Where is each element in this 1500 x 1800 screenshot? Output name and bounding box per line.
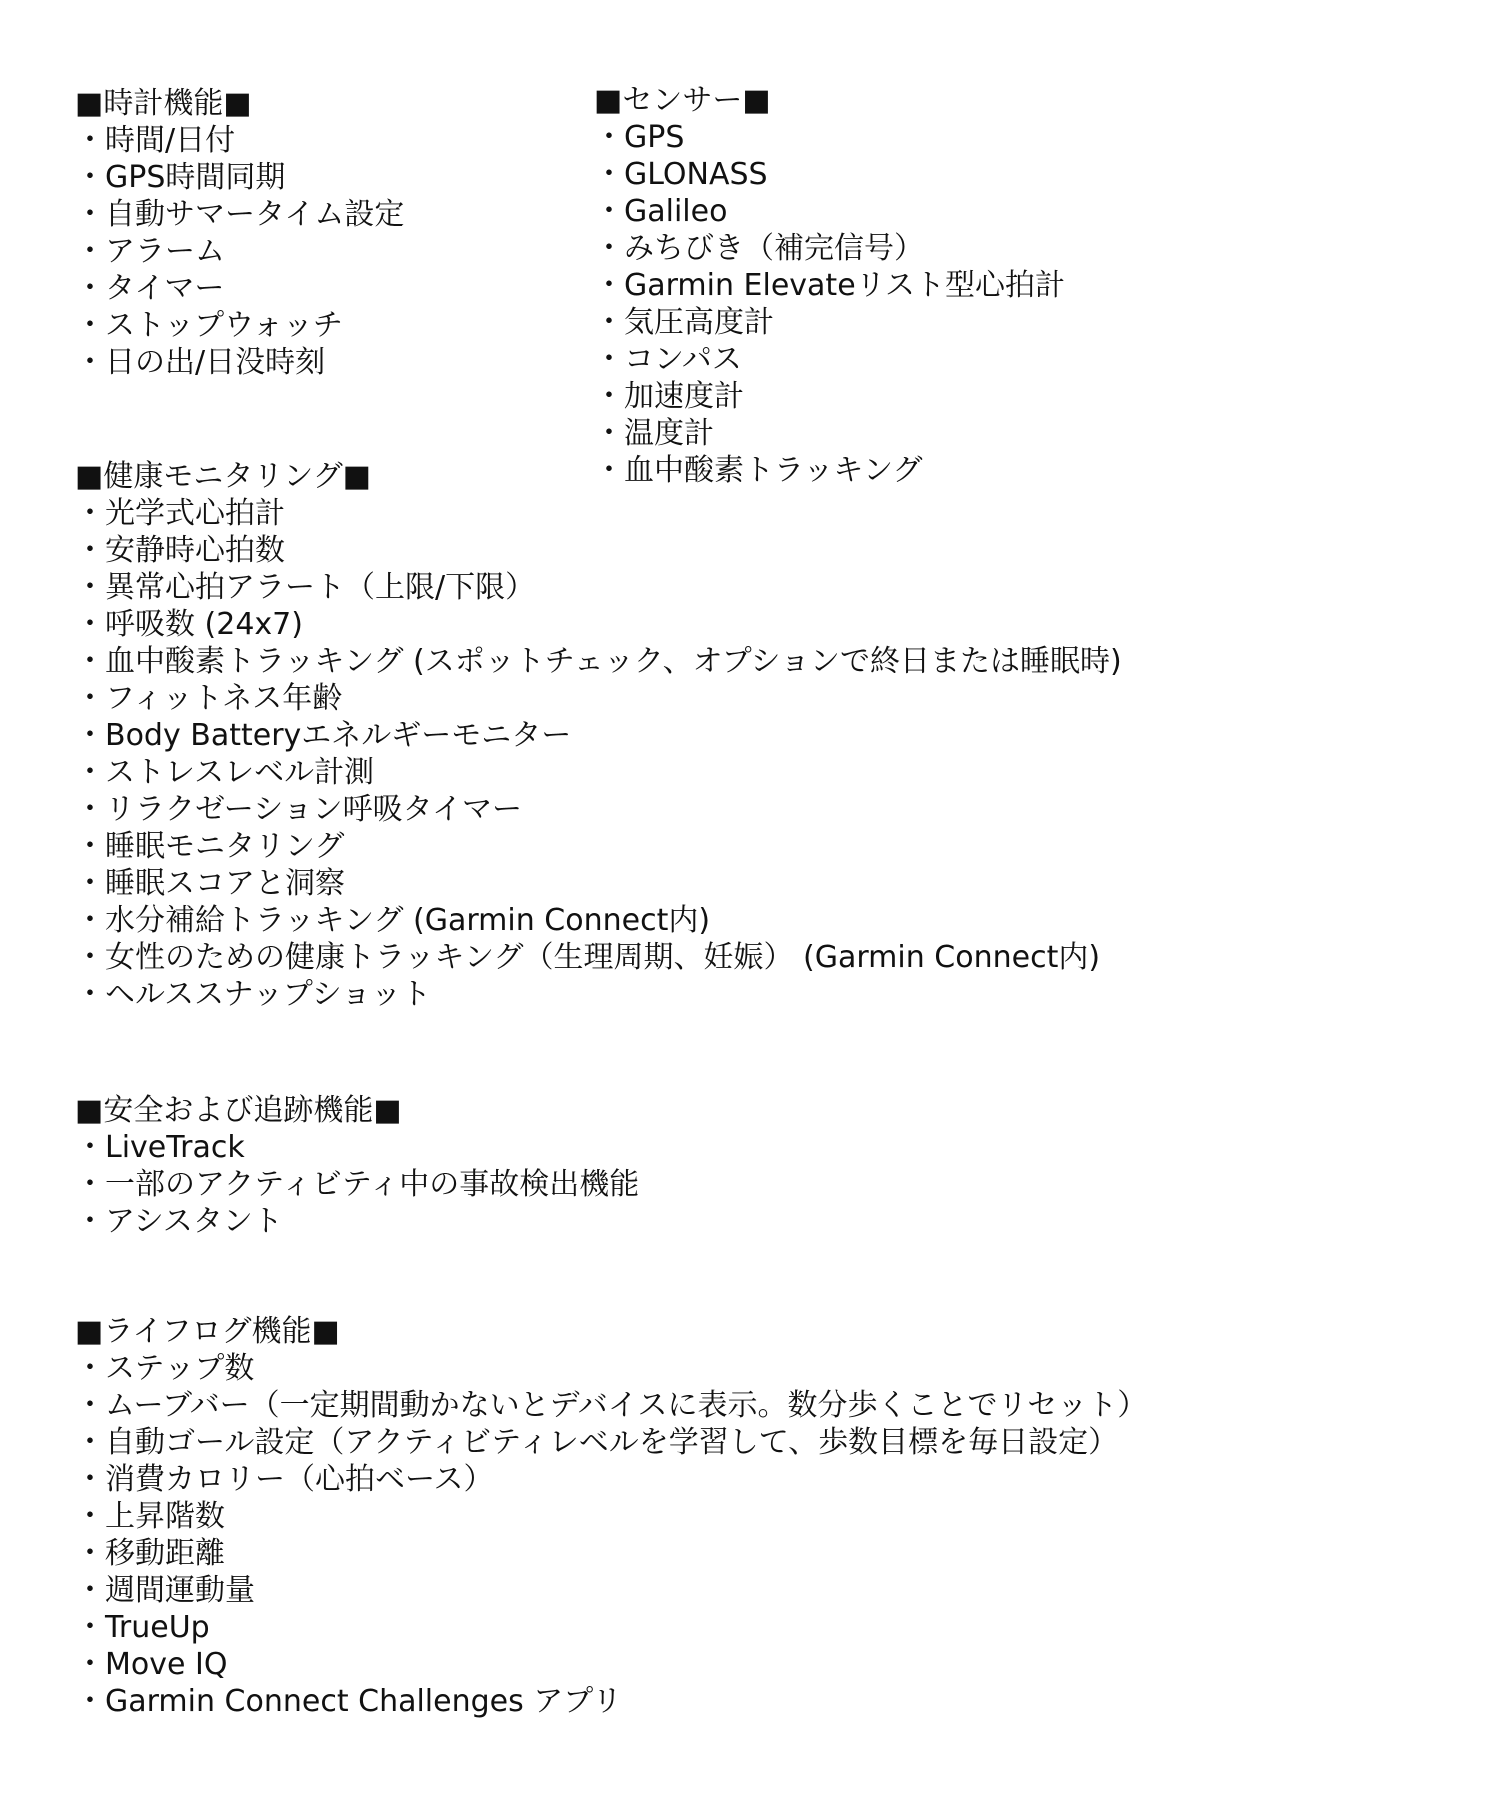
list-item: ・フィットネス年齢	[75, 681, 343, 716]
lifelog-title: ■ライフログ機能■	[75, 1314, 340, 1349]
list-item: ・日の出/日没時刻	[75, 345, 326, 380]
safety-tracking-title: ■安全および追跡機能■	[75, 1093, 402, 1128]
list-item: ・コンパス	[594, 342, 742, 377]
list-item: ・上昇階数	[75, 1499, 225, 1534]
list-item: ・ストップウォッチ	[75, 308, 343, 343]
safety-tracking-section	[75, 1092, 639, 1240]
list-item: ・水分補給トラッキング (Garmin Connect内)	[75, 903, 711, 938]
lifelog-section	[75, 1313, 1147, 1720]
list-item: ・安静時心拍数	[75, 533, 285, 568]
list-item: ・LiveTrack	[75, 1130, 245, 1165]
list-item: ・光学式心拍計	[75, 496, 285, 531]
lifelog-list	[75, 1350, 1147, 1720]
list-item: ・呼吸数 (24x7)	[75, 607, 303, 642]
sensors-list	[594, 119, 1065, 489]
list-item: ・血中酸素トラッキング	[594, 453, 923, 488]
list-item: ・リラクゼーション呼吸タイマー	[75, 792, 522, 827]
clock-features-list	[75, 122, 404, 381]
list-item: ・みちびき（補完信号）	[594, 231, 924, 266]
list-item: ・睡眠モニタリング	[75, 829, 345, 864]
health-monitoring-section	[75, 458, 1122, 1013]
list-item: ・移動距離	[75, 1536, 225, 1571]
list-item: ・一部のアクティビティ中の事故検出機能	[75, 1167, 640, 1202]
list-item: ・ステップ数	[75, 1351, 255, 1386]
list-item: ・気圧高度計	[594, 305, 774, 340]
list-item: ・週間運動量	[75, 1573, 255, 1608]
list-item: ・自動サマータイム設定	[75, 197, 405, 232]
clock-features-title: ■時計機能■	[75, 86, 252, 121]
list-item: ・GPS	[594, 120, 685, 155]
list-item: ・温度計	[594, 416, 714, 451]
safety-tracking-list	[75, 1129, 639, 1240]
health-monitoring-list	[75, 495, 1122, 1013]
list-item: ・ヘルススナップショット	[75, 977, 432, 1012]
list-item: ・時間/日付	[75, 123, 236, 158]
list-item: ・消費カロリー（心拍ベース）	[75, 1462, 494, 1497]
health-monitoring-title: ■健康モニタリング■	[75, 459, 372, 494]
list-item: ・Galileo	[594, 194, 728, 229]
list-item: ・自動ゴール設定（アクティビティレベルを学習して、歩数目標を毎日設定）	[75, 1425, 1119, 1460]
list-item: ・アシスタント	[75, 1204, 283, 1239]
clock-features-section	[75, 85, 404, 381]
list-item: ・女性のための健康トラッキング（生理周期、妊娠） (Garmin Connect内)	[75, 940, 1101, 975]
list-item: ・タイマー	[75, 271, 225, 306]
sensors-title: ■センサー■	[594, 83, 771, 118]
list-item: ・Body Batteryエネルギーモニター	[75, 718, 572, 753]
list-item: ・異常心拍アラート（上限/下限）	[75, 570, 536, 605]
list-item: ・Garmin Elevateリスト型心拍計	[594, 268, 1066, 303]
list-item: ・TrueUp	[75, 1610, 210, 1645]
list-item: ・ストレスレベル計測	[75, 755, 375, 790]
list-item: ・ムーブバー（一定期間動かないとデバイスに表示。数分歩くことでリセット）	[75, 1388, 1148, 1423]
sensors-section	[594, 82, 1065, 489]
list-item: ・Garmin Connect Challenges アプリ	[75, 1684, 623, 1719]
list-item: ・加速度計	[594, 379, 744, 414]
list-item: ・GPS時間同期	[75, 160, 286, 195]
list-item: ・アラーム	[75, 234, 225, 269]
list-item: ・Move IQ	[75, 1647, 228, 1682]
list-item: ・GLONASS	[594, 157, 768, 192]
list-item: ・血中酸素トラッキング (スポットチェック、オプションで終日または睡眠時)	[75, 644, 1122, 679]
list-item: ・睡眠スコアと洞察	[75, 866, 345, 901]
